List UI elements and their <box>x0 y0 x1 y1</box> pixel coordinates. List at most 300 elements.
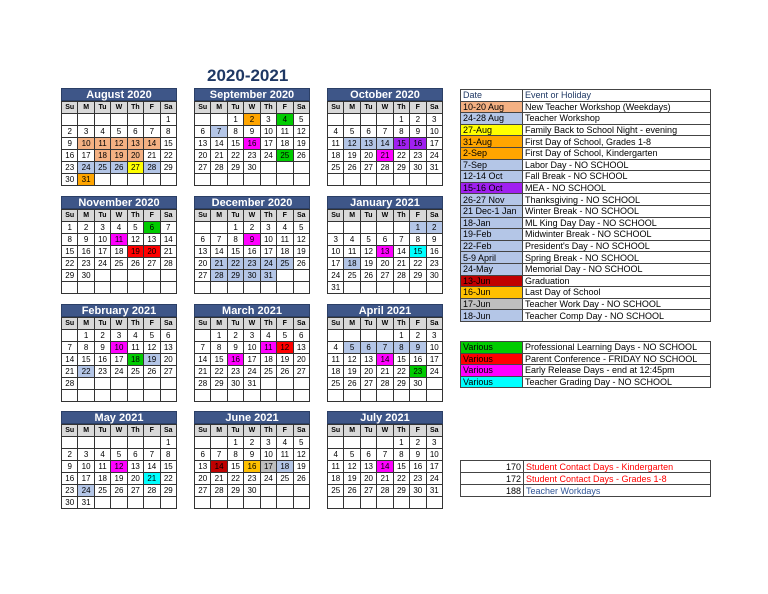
weekday-label: W <box>377 425 393 437</box>
day-cell: 13 <box>195 138 211 150</box>
legend-event: First Day of School, Grades 1-8 <box>523 136 711 148</box>
day-cell: 20 <box>160 354 176 366</box>
day-cell: 30 <box>244 485 260 497</box>
total-count: 188 <box>461 485 524 497</box>
empty-day-cell <box>127 270 143 282</box>
day-cell: 4 <box>277 222 293 234</box>
day-cell: 18 <box>277 138 293 150</box>
empty-day-cell <box>144 270 160 282</box>
empty-day-cell <box>127 174 143 186</box>
weekday-label: Tu <box>360 425 376 437</box>
empty-day-cell <box>293 174 309 186</box>
legend-event: Thanksgiving - NO SCHOOL <box>523 194 711 206</box>
legend-row <box>461 182 711 194</box>
day-cell: 17 <box>78 150 94 162</box>
empty-day-cell <box>393 222 409 234</box>
legend-date: Various <box>461 342 523 354</box>
weekday-label: M <box>211 210 227 222</box>
day-cell: 16 <box>62 473 78 485</box>
month-header: April 2021 <box>327 304 443 317</box>
weekday-label: Tu <box>227 318 243 330</box>
day-cell: 23 <box>410 366 426 378</box>
empty-day-cell <box>360 390 376 402</box>
week-row <box>328 282 443 294</box>
legend-row <box>461 217 711 229</box>
day-cell: 6 <box>360 342 376 354</box>
legend-row <box>461 365 711 377</box>
day-cell: 18 <box>277 246 293 258</box>
empty-day-cell <box>78 390 94 402</box>
month-november-2020 <box>61 196 177 294</box>
week-row <box>62 258 177 270</box>
day-cell: 14 <box>377 354 393 366</box>
legend-date: Various <box>461 353 523 365</box>
day-cell: 24 <box>78 162 94 174</box>
total-row <box>461 461 711 473</box>
legend-date: 13-Jun <box>461 275 523 287</box>
empty-day-cell <box>426 174 442 186</box>
day-cell: 9 <box>244 449 260 461</box>
weekday-label: F <box>410 425 426 437</box>
empty-day-cell <box>160 270 176 282</box>
legend-event: MEA - NO SCHOOL <box>523 182 711 194</box>
empty-day-cell <box>62 330 78 342</box>
legend-row <box>461 101 711 113</box>
day-cell: 5 <box>293 114 309 126</box>
weekday-label: M <box>78 210 94 222</box>
weekday-label: Su <box>195 318 211 330</box>
day-cell: 30 <box>227 378 243 390</box>
empty-day-cell <box>195 114 211 126</box>
empty-day-cell <box>227 174 243 186</box>
empty-day-cell <box>344 390 360 402</box>
weekday-row <box>62 102 177 114</box>
day-cell: 3 <box>260 222 276 234</box>
day-cell: 29 <box>393 485 409 497</box>
week-row <box>195 270 310 282</box>
day-cell: 29 <box>393 378 409 390</box>
day-cell: 17 <box>426 354 442 366</box>
empty-day-cell <box>426 378 442 390</box>
day-cell: 21 <box>393 258 409 270</box>
empty-day-cell <box>111 174 127 186</box>
week-row <box>62 282 177 294</box>
day-cell: 7 <box>211 126 227 138</box>
day-cell: 21 <box>144 473 160 485</box>
empty-day-cell <box>62 437 78 449</box>
day-cell: 16 <box>426 246 442 258</box>
day-cell: 19 <box>344 473 360 485</box>
legend-row <box>461 159 711 171</box>
weekday-label: W <box>111 318 127 330</box>
month-header: July 2021 <box>327 411 443 424</box>
weekday-label: Sa <box>160 210 176 222</box>
weekday-label: Tu <box>227 102 243 114</box>
legend-date: 22-Feb <box>461 240 523 252</box>
day-cell: 29 <box>227 270 243 282</box>
empty-day-cell <box>328 114 344 126</box>
day-cell: 21 <box>377 473 393 485</box>
weekday-label: W <box>377 210 393 222</box>
day-cell: 5 <box>144 330 160 342</box>
empty-day-cell <box>160 497 176 509</box>
day-cell: 8 <box>393 449 409 461</box>
day-cell: 2 <box>78 222 94 234</box>
empty-day-cell <box>277 282 293 294</box>
legend-row <box>461 205 711 217</box>
empty-day-cell <box>344 174 360 186</box>
weekday-label: M <box>78 425 94 437</box>
day-cell: 7 <box>160 222 176 234</box>
week-row <box>195 150 310 162</box>
empty-day-cell <box>211 222 227 234</box>
weekday-row <box>328 318 443 330</box>
weekday-label: Th <box>127 425 143 437</box>
empty-day-cell <box>94 390 110 402</box>
empty-day-cell <box>94 437 110 449</box>
day-cell: 27 <box>360 162 376 174</box>
legend-date: 18-Jun <box>461 310 523 322</box>
day-cell: 10 <box>78 138 94 150</box>
legend-date: 7-Sep <box>461 159 523 171</box>
day-cell: 27 <box>293 366 309 378</box>
legend-event: Teacher Grading Day - NO SCHOOL <box>523 376 711 388</box>
weekday-label: Th <box>260 318 276 330</box>
day-cell: 4 <box>260 330 276 342</box>
day-cell: 20 <box>360 366 376 378</box>
day-cell: 17 <box>426 461 442 473</box>
empty-day-cell <box>211 282 227 294</box>
month-august-2020 <box>61 88 177 186</box>
day-cell: 28 <box>211 485 227 497</box>
empty-day-cell <box>78 378 94 390</box>
empty-day-cell <box>144 282 160 294</box>
day-cell: 14 <box>144 138 160 150</box>
empty-day-cell <box>144 378 160 390</box>
empty-day-cell <box>260 390 276 402</box>
day-cell: 9 <box>410 342 426 354</box>
month-header: March 2021 <box>194 304 310 317</box>
day-cell: 21 <box>211 473 227 485</box>
day-cell: 19 <box>293 461 309 473</box>
day-cell: 7 <box>377 342 393 354</box>
day-cell: 9 <box>244 126 260 138</box>
day-cell: 20 <box>127 473 143 485</box>
week-row <box>62 138 177 150</box>
day-cell: 24 <box>426 150 442 162</box>
weekday-label: M <box>344 318 360 330</box>
weekday-label: Th <box>393 318 409 330</box>
day-cell: 4 <box>328 342 344 354</box>
day-cell: 20 <box>377 258 393 270</box>
week-row <box>328 174 443 186</box>
day-cell: 11 <box>260 342 276 354</box>
week-row <box>328 114 443 126</box>
day-cell: 2 <box>94 330 110 342</box>
day-cell: 19 <box>144 354 160 366</box>
day-cell: 8 <box>410 234 426 246</box>
day-cell: 21 <box>211 150 227 162</box>
legend-row <box>461 124 711 136</box>
day-cell: 27 <box>160 366 176 378</box>
legend-date: 26-27 Nov <box>461 194 523 206</box>
month-may-2021 <box>61 411 177 509</box>
week-row <box>328 473 443 485</box>
weekday-row <box>328 210 443 222</box>
day-cell: 30 <box>62 174 78 186</box>
week-row <box>328 270 443 282</box>
empty-day-cell <box>78 437 94 449</box>
empty-day-cell <box>111 497 127 509</box>
day-cell: 15 <box>160 138 176 150</box>
empty-day-cell <box>328 437 344 449</box>
legend-event: Midwinter Break - NO SCHOOL <box>523 229 711 241</box>
day-cell: 23 <box>62 162 78 174</box>
day-cell: 19 <box>293 246 309 258</box>
day-cell: 2 <box>410 114 426 126</box>
day-cell: 14 <box>195 354 211 366</box>
legend-row <box>461 229 711 241</box>
legend-date: 24-May <box>461 263 523 275</box>
day-cell: 28 <box>377 162 393 174</box>
legend-event: Teacher Comp Day - NO SCHOOL <box>523 310 711 322</box>
week-row <box>328 390 443 402</box>
day-cell: 9 <box>94 342 110 354</box>
day-cell: 14 <box>62 354 78 366</box>
day-cell: 29 <box>393 162 409 174</box>
day-cell: 16 <box>244 461 260 473</box>
day-cell: 9 <box>62 138 78 150</box>
month-header: January 2021 <box>327 196 443 209</box>
week-row <box>328 162 443 174</box>
empty-day-cell <box>344 437 360 449</box>
day-cell: 28 <box>62 378 78 390</box>
day-cell: 31 <box>244 378 260 390</box>
empty-day-cell <box>277 485 293 497</box>
month-header: May 2021 <box>61 411 177 424</box>
day-cell: 5 <box>344 449 360 461</box>
day-cell: 15 <box>393 354 409 366</box>
weekday-label: M <box>211 102 227 114</box>
empty-day-cell <box>277 497 293 509</box>
day-cell: 12 <box>344 138 360 150</box>
week-row <box>195 138 310 150</box>
week-row <box>195 390 310 402</box>
day-cell: 14 <box>393 246 409 258</box>
day-cell: 24 <box>78 485 94 497</box>
legend-event: First Day of School, Kindergarten <box>523 147 711 159</box>
weekday-label: Th <box>127 318 143 330</box>
day-cell: 31 <box>260 270 276 282</box>
week-row <box>62 330 177 342</box>
day-cell: 3 <box>260 437 276 449</box>
weekday-label: Su <box>195 210 211 222</box>
day-cell: 14 <box>211 246 227 258</box>
week-row <box>62 473 177 485</box>
empty-day-cell <box>360 114 376 126</box>
day-cell: 4 <box>328 126 344 138</box>
weekday-label: W <box>111 425 127 437</box>
week-row <box>328 342 443 354</box>
day-cell: 28 <box>144 162 160 174</box>
legend-event: Early Release Days - end at 12:45pm <box>523 365 711 377</box>
day-cell: 25 <box>111 258 127 270</box>
empty-day-cell <box>426 282 442 294</box>
day-cell: 13 <box>360 354 376 366</box>
day-cell: 17 <box>78 473 94 485</box>
day-cell: 19 <box>344 366 360 378</box>
day-cell: 27 <box>144 258 160 270</box>
empty-day-cell <box>144 437 160 449</box>
empty-day-cell <box>410 497 426 509</box>
empty-day-cell <box>328 330 344 342</box>
day-cell: 31 <box>78 497 94 509</box>
day-cell: 11 <box>94 461 110 473</box>
legend-date: 18-Jan <box>461 217 523 229</box>
legend-event: Fall Break - NO SCHOOL <box>523 171 711 183</box>
legend-date: 21 Dec-1 Jan <box>461 205 523 217</box>
day-cell: 31 <box>426 162 442 174</box>
empty-day-cell <box>360 222 376 234</box>
legend-date: 2-Sep <box>461 147 523 159</box>
month-february-2021 <box>61 304 177 402</box>
day-cell: 22 <box>78 366 94 378</box>
day-cell: 17 <box>260 246 276 258</box>
empty-day-cell <box>195 497 211 509</box>
empty-day-cell <box>227 390 243 402</box>
empty-day-cell <box>410 174 426 186</box>
day-cell: 15 <box>410 246 426 258</box>
day-cell: 11 <box>328 138 344 150</box>
month-header: September 2020 <box>194 88 310 101</box>
day-cell: 31 <box>328 282 344 294</box>
weekday-label: Sa <box>293 210 309 222</box>
total-count: 172 <box>461 473 524 485</box>
day-cell: 10 <box>426 126 442 138</box>
day-cell: 19 <box>360 258 376 270</box>
week-row <box>328 354 443 366</box>
day-cell: 5 <box>344 126 360 138</box>
weekday-label: W <box>244 318 260 330</box>
day-cell: 18 <box>328 473 344 485</box>
month-january-2021 <box>327 196 443 294</box>
empty-day-cell <box>62 390 78 402</box>
day-cell: 17 <box>244 354 260 366</box>
day-cell: 16 <box>410 138 426 150</box>
empty-day-cell <box>410 282 426 294</box>
month-october-2020 <box>327 88 443 186</box>
day-cell: 16 <box>410 354 426 366</box>
weekday-label: W <box>377 102 393 114</box>
day-cell: 30 <box>410 485 426 497</box>
day-cell: 11 <box>127 342 143 354</box>
day-cell: 19 <box>277 354 293 366</box>
week-row <box>62 390 177 402</box>
day-cell: 10 <box>244 342 260 354</box>
day-cell: 28 <box>195 378 211 390</box>
day-cell: 4 <box>344 234 360 246</box>
day-cell: 29 <box>227 485 243 497</box>
weekday-label: F <box>144 318 160 330</box>
empty-day-cell <box>244 282 260 294</box>
empty-day-cell <box>377 174 393 186</box>
empty-day-cell <box>211 437 227 449</box>
day-cell: 22 <box>227 258 243 270</box>
day-cell: 13 <box>360 461 376 473</box>
legend-row <box>461 342 711 354</box>
day-cell: 9 <box>227 342 243 354</box>
weekday-label: M <box>211 318 227 330</box>
month-header: June 2021 <box>194 411 310 424</box>
weekday-label: W <box>244 102 260 114</box>
day-cell: 15 <box>62 246 78 258</box>
empty-day-cell <box>111 270 127 282</box>
empty-day-cell <box>426 497 442 509</box>
day-cell: 10 <box>426 342 442 354</box>
day-cell: 18 <box>260 354 276 366</box>
weekday-label: Su <box>328 102 344 114</box>
empty-day-cell <box>94 282 110 294</box>
day-cell: 25 <box>94 485 110 497</box>
day-cell: 2 <box>244 114 260 126</box>
weekday-label: Tu <box>94 210 110 222</box>
legend-event: Teacher Workshop <box>523 113 711 125</box>
empty-day-cell <box>344 330 360 342</box>
empty-day-cell <box>94 174 110 186</box>
weekday-label: Tu <box>360 210 376 222</box>
week-row <box>62 497 177 509</box>
weekday-row <box>195 318 310 330</box>
weekday-label: W <box>244 425 260 437</box>
weekday-label: Th <box>260 425 276 437</box>
day-cell: 11 <box>328 461 344 473</box>
legend-event: Memorial Day - NO SCHOOL <box>523 263 711 275</box>
day-cell: 1 <box>393 114 409 126</box>
day-cell: 9 <box>62 461 78 473</box>
weekday-row <box>62 318 177 330</box>
weekday-label: Su <box>62 425 78 437</box>
day-cell: 3 <box>78 126 94 138</box>
week-row <box>328 246 443 258</box>
legend-event: New Teacher Workshop (Weekdays) <box>523 101 711 113</box>
week-row <box>195 162 310 174</box>
weekday-label: Su <box>195 102 211 114</box>
legend-row <box>461 275 711 287</box>
day-cell: 1 <box>211 330 227 342</box>
day-cell: 22 <box>160 150 176 162</box>
weekday-label: M <box>78 102 94 114</box>
day-cell: 6 <box>127 126 143 138</box>
day-cell: 2 <box>62 449 78 461</box>
day-cell: 28 <box>211 270 227 282</box>
day-cell: 21 <box>377 366 393 378</box>
day-cell: 10 <box>426 449 442 461</box>
day-cell: 13 <box>127 138 143 150</box>
weekday-label: F <box>144 102 160 114</box>
legend-event: Labor Day - NO SCHOOL <box>523 159 711 171</box>
day-cell: 9 <box>410 449 426 461</box>
empty-day-cell <box>62 282 78 294</box>
empty-day-cell <box>127 378 143 390</box>
day-cell: 29 <box>227 162 243 174</box>
weekday-label: W <box>244 210 260 222</box>
week-row <box>195 366 310 378</box>
empty-day-cell <box>211 390 227 402</box>
day-cell: 26 <box>344 378 360 390</box>
weekday-label: W <box>111 102 127 114</box>
empty-day-cell <box>160 282 176 294</box>
day-cell: 26 <box>144 366 160 378</box>
